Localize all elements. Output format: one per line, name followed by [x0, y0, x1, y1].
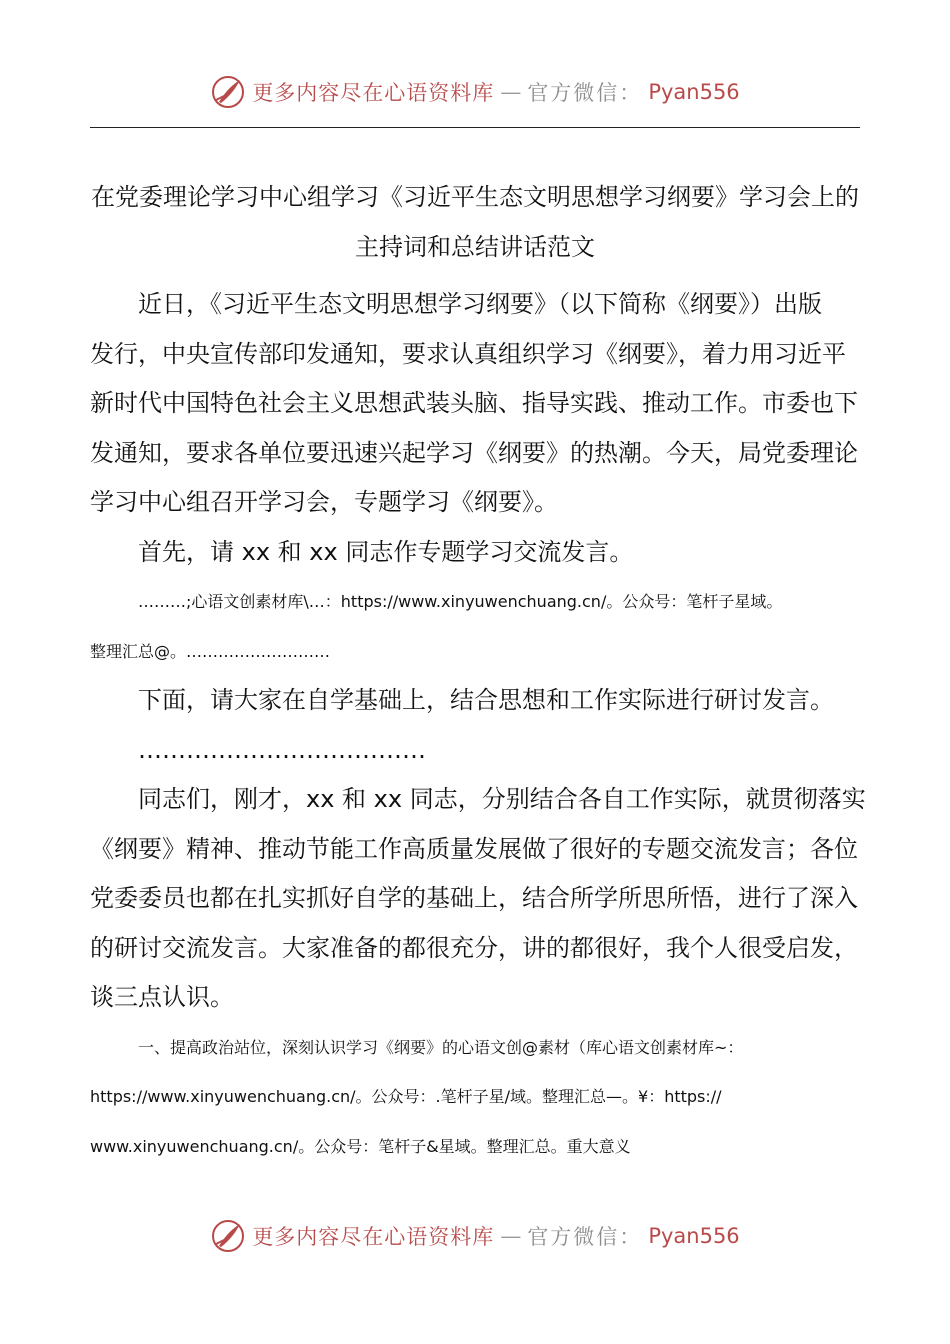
text-line: 学习中心组召开学习会，专题学习《纲要》。 — [90, 488, 558, 516]
text-line: 谈三点认识。 — [90, 983, 234, 1011]
text-line: 一、提高政治站位，深刻认识学习《纲要》的心语文创@素材（库心语文创素材库~： — [138, 1037, 744, 1057]
note-section-one — [90, 1023, 860, 1172]
text-line: 首先，请 xx 和 xx 同志作专题学习交流发言。 — [138, 537, 634, 566]
document-title — [90, 172, 860, 272]
text-line: 的研讨交流发言。大家准备的都很充分，讲的都很好，我个人很受启发， — [90, 933, 858, 962]
paragraph-intro — [90, 280, 860, 528]
banner-wechat-label: 官方微信： — [527, 1225, 643, 1249]
paragraph-discussion — [90, 676, 860, 726]
header-banner — [0, 68, 950, 116]
text-line: 党委委员也都在扎实抓好自学的基础上，结合所学所思所悟，进行了深入 — [90, 884, 858, 912]
quill-logo-icon — [210, 1218, 246, 1254]
title-line: 主持词和总结讲话范文 — [355, 233, 595, 261]
paragraph-first-speakers — [90, 528, 860, 578]
text-line: 发行，中央宣传部印发通知，要求认真组织学习《纲要》，着力用习近平 — [90, 339, 846, 368]
text-line: 同志们，刚才，xx 和 xx 同志，分别结合各自工作实际，就贯彻落实 — [138, 785, 866, 813]
text-line: 新时代中国特色社会主义思想武装头脑、指导实践、推动工作。市委也下 — [90, 389, 858, 417]
text-line: 整理汇总@。……………………… — [90, 641, 331, 661]
banner-wechat-label: 官方微信： — [527, 81, 643, 105]
banner-wechat-id: Pyan556 — [648, 80, 740, 104]
text-line: 发通知，要求各单位要迅速兴起学习《纲要》的热潮。今天，局党委理论 — [90, 438, 858, 467]
text-line: 下面，请大家在自学基础上，结合思想和工作实际进行研讨发言。 — [138, 686, 834, 714]
quill-logo-icon — [210, 74, 246, 110]
footer-banner — [0, 1212, 950, 1260]
banner-dash: — — [500, 1224, 522, 1248]
banner-text: 更多内容尽在心语资料库 — [252, 81, 495, 105]
text-line: 近日，《习近平生态文明思想学习纲要》（以下简称《纲要》）出版 — [138, 290, 822, 318]
text-line: ……………………………… — [138, 735, 426, 764]
text-line: 《纲要》精神、推动节能工作高质量发展做了很好的专题交流发言；各位 — [90, 834, 858, 863]
text-line: www.xinyuwenchuang.cn/。公众号：笔杆子&星域。整理汇总。重大意义 — [90, 1136, 631, 1156]
banner-dash: — — [500, 80, 522, 104]
header-divider — [90, 127, 860, 128]
text-line: https://www.xinyuwenchuang.cn/。公众号：.笔杆子星/域。整理汇总—。¥：https:// — [90, 1087, 722, 1106]
note-source-1 — [90, 577, 860, 676]
title-line: 在党委理论学习中心组学习《习近平生态文明思想学习纲要》学习会上的 — [91, 183, 859, 211]
paragraph-summary — [90, 775, 866, 1023]
banner-text: 更多内容尽在心语资料库 — [252, 1225, 495, 1249]
paragraph-ellipsis — [90, 726, 860, 776]
document-body — [90, 280, 866, 1171]
banner-wechat-id: Pyan556 — [648, 1224, 740, 1248]
text-line: ………;心语文创素材库\…：https://www.xinyuwenchuang.cn/。公众号：笔杆子星域。 — [138, 592, 783, 611]
